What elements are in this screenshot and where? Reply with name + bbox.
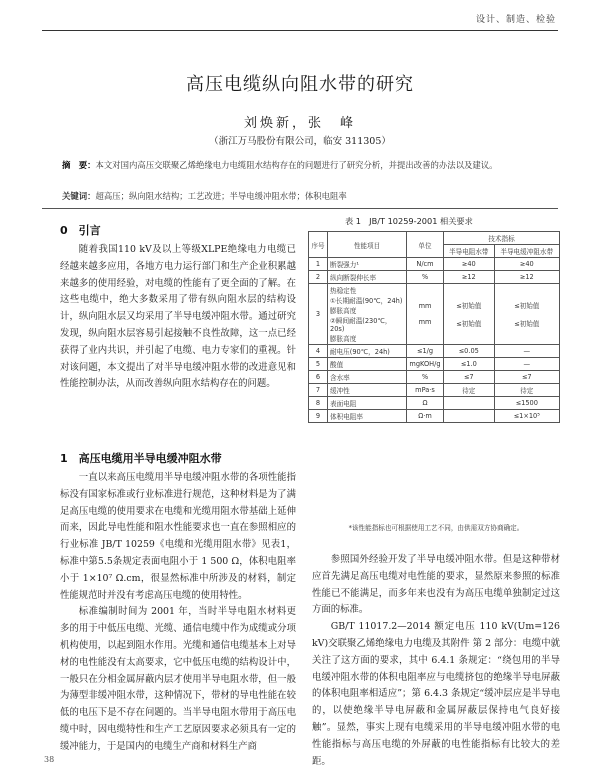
table-cell-b: ≥12 [494, 271, 559, 284]
table-cell-item: 热稳定性 ①长期耐温(90℃，24h) 膨胀高度 ②瞬间耐温(230℃，20s) 膨胀高度 [328, 284, 407, 345]
table-cell-no: 8 [309, 397, 328, 410]
th-a: 半导电阻水带 [444, 245, 495, 258]
table-cell-unit: mPa·s [407, 384, 444, 397]
header-rule [42, 30, 558, 31]
table-cell-a [444, 410, 495, 423]
table-row [309, 358, 560, 371]
th-b: 半导电缓冲阻水带 [494, 245, 559, 258]
table-cell-a: ≥12 [444, 271, 495, 284]
abstract [62, 158, 552, 172]
table-cell-item: 含水率 [328, 371, 407, 384]
table-cell-item: 酸值 [328, 358, 407, 371]
section1-paragraphs [60, 470, 296, 756]
section1-text-2: 标准编制时间为 2001 年，当时半导电阻水材料更多的用于中低压电缆、光缆、通信电缆中作为成缆或分项机构使用，以起到阻水作用。光缆和通信电缆基本上对导材的电性能没有太高要求，它中低压电缆的结构设计中，一般只在分相金属屏蔽内层才使用半导电阻水带，但一般为薄型非缓冲阻水带，这种情况下，带材的导电性能在较低的电压下是不存在问题的。当半导电阻水带用于高压电缆中时，因电缆特性和生产工艺原因要求必须具有一定的缓冲能力，于是国内的电缆生产商和材料生产商 [60, 606, 296, 752]
table-cell-b: ≤7 [494, 371, 559, 384]
keywords-label: 关键词： [62, 191, 96, 201]
table-row [309, 397, 560, 410]
right-text-2: GB/T 11017.2—2014 额定电压 110 kV(Um=126 kV)交联聚乙烯绝缘电力电缆及其附件 第 2 部分：电缆中就关注了这方面的要求，其中 6.4.1 条规定：“绕包用的半导电缓冲阻水带的体积电阻率应与电缆挤包的绝缘半导电屏蔽的体积电阻率相适应”；第 6.4.3 条规定“缓冲层应是半导电的，以使绝缘半导电屏蔽和金属屏蔽层保持电气良好接触”。显然，事实上现有电缆采用的半导电缓冲阻水带的电性能指标与高压电缆的外屏蔽的电性能指标有比较大的差距。 [312, 621, 560, 767]
table-cell-unit: ≤1/g [407, 345, 444, 358]
table-cell-unit: N/cm [407, 258, 444, 271]
table-cell-no: 7 [309, 384, 328, 397]
table-cell-b: ≤1×10⁵ [494, 410, 559, 423]
table-cell-no: 2 [309, 271, 328, 284]
th-unit: 单位 [407, 232, 444, 258]
authors: 刘焕新，张 峰 [243, 116, 356, 131]
table-note: *该性能指标也可根据使用工艺不同，由供需双方协商确定。 [348, 524, 524, 532]
abstract-label: 摘 要： [62, 160, 96, 170]
table-cell-item: 表面电阻 [328, 397, 407, 410]
table-cell-no: 1 [309, 258, 328, 271]
th-no: 序号 [309, 232, 328, 258]
abstract-text: 本文对国内高压交联聚乙烯绝缘电力电缆阻水结构存在的问题进行了研究分析，并提出改善的办法以及建议。 [95, 160, 498, 170]
table-cell-item: 纵向断裂伸长率 [328, 271, 407, 284]
table-row [309, 271, 560, 284]
table-cell-no: 6 [309, 371, 328, 384]
right-column-paragraphs [312, 552, 560, 770]
table-cell-a: 待定 [444, 384, 495, 397]
table-cell-unit: mm mm [407, 284, 444, 345]
table-row [309, 258, 560, 271]
section1-text-1: 一直以来高压电缆用半导电缓冲阻水带的各项性能指标没有国家标准或行业标准进行规范，这种材料是为了满足高压电缆的使用要求在电缆和光缆用阻水带基础上延伸而来，因此导电性能和阻水性能要求也一直在参照相应的行业标准 JB/T 10259《电缆和光缆用阻水带》见表1，标准中第5.5条规定表面电阻小于 1 500 Ω，体积电阻率小于 1×10⁷ Ω.cm，很显然标准中所涉及的材料，制定性能规范时并没有考虑高压电缆的使用特性。 [60, 472, 296, 601]
table-cell-no: 3 [309, 284, 328, 345]
table-cell-a [444, 397, 495, 410]
table-cell-unit: % [407, 271, 444, 284]
table-cell-no: 5 [309, 358, 328, 371]
keywords-text: 超高压；纵向阻水结构；工艺改进；半导电缓冲阻水带；体积电阻率 [95, 191, 347, 201]
table-cell-b: ≤1500 [494, 397, 559, 410]
table-row [309, 284, 560, 345]
table-cell-unit: % [407, 371, 444, 384]
table-cell-b: — [494, 358, 559, 371]
table-row [309, 410, 560, 423]
page-number: 38 [44, 755, 55, 764]
heading-section-1: 1 高压电缆用半导电缓冲阻水带 [60, 452, 222, 465]
table-cell-b: 待定 [494, 384, 559, 397]
section-tag: 设计、制造、检验 [475, 15, 556, 25]
table-body [309, 258, 560, 423]
table-cell-item: 缓冲性 [328, 384, 407, 397]
table-cell-a: ≥40 [444, 258, 495, 271]
abstract-rule [42, 208, 558, 209]
table-caption: 表 1 JB/T 10259-2001 相关要求 [345, 216, 473, 226]
intro-paragraph [60, 242, 296, 393]
table-row [309, 371, 560, 384]
table-cell-a: ≤初始值 ≤初始值 [444, 284, 495, 345]
table-header-row [309, 232, 560, 245]
right-text-1: 参照国外经验开发了半导电缓冲阻水带。但是这种带材应首先满足高压电缆对电性能的要求，显然原来参照的标准性能已不能满足，而多年来也没有为高压电缆单独制定过这方面的标准。 [312, 554, 560, 616]
paper-title: 高压电缆纵向阻水带的研究 [186, 74, 414, 95]
keywords [62, 190, 552, 202]
table-cell-unit: mgKOH/g [407, 358, 444, 371]
table-cell-unit: Ω·m [407, 410, 444, 423]
table-cell-b: ≤初始值 ≤初始值 [494, 284, 559, 345]
table-cell-item: 体积电阻率 [328, 410, 407, 423]
table-cell-b: ≥40 [494, 258, 559, 271]
heading-introduction: 0 引言 [60, 224, 101, 237]
table-cell-item: 耐电压(90℃，24h) [328, 345, 407, 358]
table-cell-unit: Ω [407, 397, 444, 410]
table-cell-no: 9 [309, 410, 328, 423]
table-cell-a: ≤7 [444, 371, 495, 384]
table-row [309, 345, 560, 358]
table-cell-a: ≤0.05 [444, 345, 495, 358]
table-cell-no: 4 [309, 345, 328, 358]
th-group: 技术指标 [444, 232, 560, 245]
table-cell-b: — [494, 345, 559, 358]
table-row [309, 384, 560, 397]
intro-text: 随着我国110 kV及以上等级XLPE绝缘电力电缆已经越来越多应用，各地方电力运行部门和生产企业积累越来越多的使用经验，对电缆的性能有了更全面的了解。在这些电缆中，绝大多数采用了带有纵向阻水层的结构设计，纵向阻水层又均采用了半导电缓冲阻水带。通过研究发现，纵向阻水层容易引起接触不良性故障，这一点已经获得了业内共识，并引起了电缆、电力专家们的重视。针对该问题，本文提出了对半导电缓冲阻水带的改进意见和性能控制办法，从而改善纵向阻水结构存在的问题。 [60, 244, 296, 390]
table-1 [308, 231, 560, 423]
table-cell-item: 断裂强力¹ [328, 258, 407, 271]
table-cell-a: ≤1.0 [444, 358, 495, 371]
affiliation: （浙江万马股份有限公司，临安 311305） [209, 136, 391, 147]
th-item: 性能项目 [328, 232, 407, 258]
